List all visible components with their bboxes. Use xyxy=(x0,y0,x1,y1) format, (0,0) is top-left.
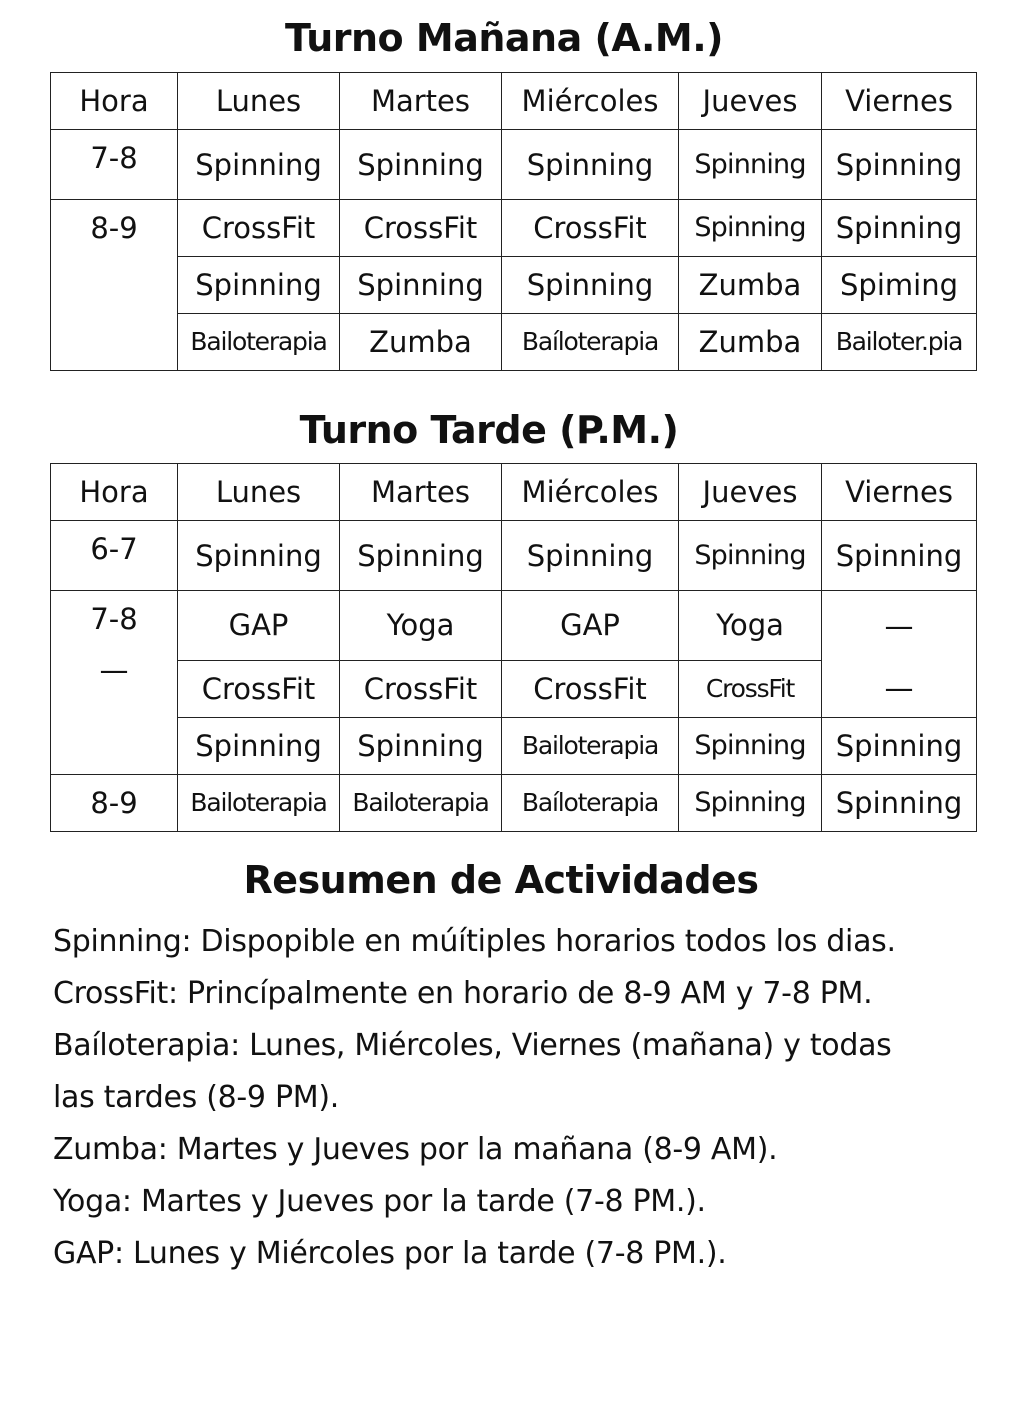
table-cell: CrossFit xyxy=(178,660,340,717)
table-cell: Yoga xyxy=(679,591,822,661)
table-row xyxy=(51,774,977,831)
table-row xyxy=(51,591,977,661)
header-hora: Hora xyxy=(51,464,178,521)
header-viernes: Viernes xyxy=(822,73,977,130)
table-cell: GAP xyxy=(178,591,340,661)
header-jueves: Jueves xyxy=(679,73,822,130)
header-martes: Martes xyxy=(340,464,502,521)
table-cell: Spinning xyxy=(178,257,340,314)
table-cell: GAP xyxy=(502,591,679,661)
table-cell: Spinning xyxy=(679,130,822,200)
summary-line-spinning: Spinning: Dispopible en múítiples horarios todos los dias. xyxy=(53,924,896,959)
table-header-row xyxy=(51,73,977,130)
pm-schedule-table xyxy=(50,463,977,832)
header-jueves: Jueves xyxy=(679,464,822,521)
table-cell: Bailoterapia xyxy=(502,717,679,774)
table-cell: — xyxy=(822,591,977,661)
table-cell: Spinning xyxy=(822,200,977,257)
table-cell: Spinning xyxy=(679,717,822,774)
hour-cell: 7-8 xyxy=(51,130,178,200)
table-cell: Zumba xyxy=(679,257,822,314)
table-cell: Bailoterapia xyxy=(178,774,340,831)
table-cell: Spinning xyxy=(502,521,679,591)
header-hora: Hora xyxy=(51,73,178,130)
table-cell: Zumba xyxy=(340,314,502,371)
header-viernes: Viernes xyxy=(822,464,977,521)
table-row xyxy=(51,660,977,717)
hour-cell: 6-7 xyxy=(51,521,178,591)
table-cell: Spinning xyxy=(679,774,822,831)
table-cell: Bailoterapia xyxy=(340,774,502,831)
table-cell: Spiming xyxy=(822,257,977,314)
table-cell: Spinning xyxy=(502,130,679,200)
summary-line-yoga: Yoga: Martes y Jueves por la tarde (7-8 PM.). xyxy=(53,1184,706,1219)
table-cell: Spinning xyxy=(178,130,340,200)
hour-cell: 8-9 xyxy=(51,200,178,371)
table-row xyxy=(51,521,977,591)
table-cell: Baíloterapia xyxy=(502,774,679,831)
hour-cell: — xyxy=(51,660,178,774)
summary-line-bailoterapia: Baíloterapia: Lunes, Miércoles, Viernes (mañana) y todas xyxy=(53,1028,892,1063)
summary-line-crossfit: CrossFit: Princípalmente en horario de 8-9 AM y 7-8 PM. xyxy=(53,976,873,1011)
summary-line-bailoterapia-cont: las tardes (8-9 PM). xyxy=(53,1080,339,1115)
table-cell: Spinning xyxy=(822,521,977,591)
table-cell: CrossFit xyxy=(340,200,502,257)
table-row xyxy=(51,130,977,200)
table-cell: — xyxy=(822,660,977,717)
summary-line-zumba: Zumba: Martes y Jueves por la mañana (8-9 AM). xyxy=(53,1132,778,1167)
am-schedule-table xyxy=(50,72,977,371)
table-cell: Spinning xyxy=(822,717,977,774)
activity-summary-list xyxy=(53,916,973,1280)
summary-line-gap: GAP: Lunes y Miércoles por la tarde (7-8 PM.). xyxy=(53,1236,727,1271)
hour-cell: 8-9 xyxy=(51,774,178,831)
summary-title: Resumen de Actividades xyxy=(243,858,759,902)
table-cell: CrossFit xyxy=(178,200,340,257)
table-cell: Spinning xyxy=(340,130,502,200)
table-cell: Spinning xyxy=(178,717,340,774)
header-martes: Martes xyxy=(340,73,502,130)
table-cell: Spinning xyxy=(822,774,977,831)
table-cell: CrossFit xyxy=(340,660,502,717)
table-cell: Spinning xyxy=(679,521,822,591)
table-cell: Spinning xyxy=(340,521,502,591)
table-cell: Spinning xyxy=(340,717,502,774)
table-cell: Spinning xyxy=(679,200,822,257)
table-row xyxy=(51,717,977,774)
table-cell: Bailoter.pia xyxy=(822,314,977,371)
table-row xyxy=(51,257,977,314)
table-cell: Zumba xyxy=(679,314,822,371)
am-schedule-title: Turno Mañana (A.M.) xyxy=(284,16,724,60)
table-row xyxy=(51,314,977,371)
table-cell: CrossFit xyxy=(502,200,679,257)
hour-cell: 7-8 xyxy=(51,591,178,661)
header-miercoles: Miércoles xyxy=(502,464,679,521)
header-miercoles: Miércoles xyxy=(502,73,679,130)
table-cell: Spinning xyxy=(502,257,679,314)
table-cell: Bailoterapia xyxy=(178,314,340,371)
table-cell: Spinning xyxy=(822,130,977,200)
header-lunes: Lunes xyxy=(178,73,340,130)
table-cell: Spinning xyxy=(178,521,340,591)
table-cell: Baíloterapia xyxy=(502,314,679,371)
table-cell: CrossFit xyxy=(502,660,679,717)
table-header-row xyxy=(51,464,977,521)
table-row xyxy=(51,200,977,257)
table-cell: Yoga xyxy=(340,591,502,661)
pm-schedule-title: Turno Tarde (P.M.) xyxy=(299,408,679,452)
table-cell: Spinning xyxy=(340,257,502,314)
header-lunes: Lunes xyxy=(178,464,340,521)
table-cell: CrossFit xyxy=(679,660,822,717)
